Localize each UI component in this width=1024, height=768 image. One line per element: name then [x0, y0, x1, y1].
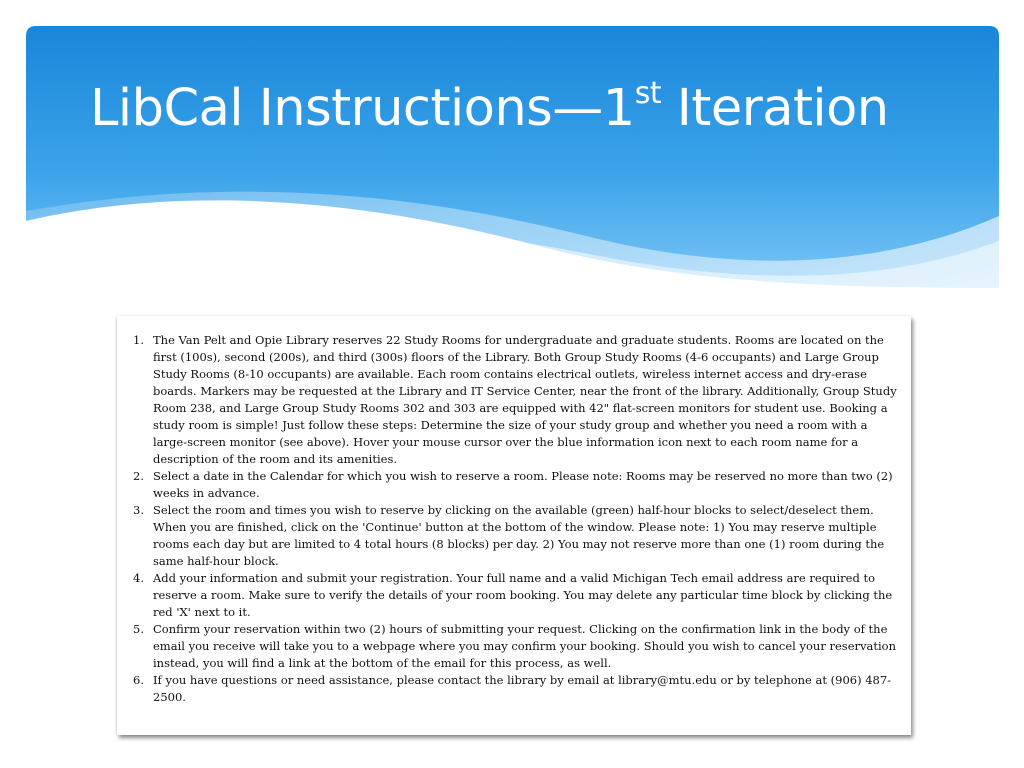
slide-title-superscript: st — [634, 76, 662, 111]
instruction-step-6: If you have questions or need assistance, please contact the library by email at library@mtu.edu or by telephone at (906) 487-2500. — [153, 673, 892, 704]
slide-title — [90, 74, 889, 144]
instructions-document — [117, 316, 911, 735]
slide-title-tail: Iteration — [661, 79, 889, 138]
instruction-step-3: Select the room and times you wish to reserve by clicking on the available (green) half-hour blocks to select/deselect them. When you are finished, click on the 'Continue' button at the bottom of the window. Please note: 1) You may reserve multiple rooms each day but are limited to 4 total hours (8 blocks) per day. 2) You may not reserve more than one (1) room during the same half-hour block. — [153, 503, 885, 568]
slide-title-main: LibCal Instructions—1 — [90, 79, 635, 138]
instruction-step-4: Add your information and submit your registration. Your full name and a valid Michigan Tech email address are required to reserve a room. Make sure to verify the details of your room booking. You may delete any particular time block by clicking the red 'X' next to it. — [153, 571, 893, 619]
instruction-steps-list — [153, 332, 901, 706]
instruction-step-5: Confirm your reservation within two (2) hours of submitting your request. Clicking on the confirmation link in the body of the email you receive will take you to a webpage where you may confirm your booking. Should you wish to cancel your reservation instead, you will find a link at the bottom of the email for this process, as well. — [153, 622, 896, 670]
instruction-step-1: The Van Pelt and Opie Library reserves 22 Study Rooms for undergraduate and graduate students. Rooms are located on the first (100s), second (200s), and third (300s) floors of the Library. Both Group Study Rooms (4-6 occupants) and Large Group Study Rooms (8-10 occupants) are available. Each room contains electrical outlets, wireless internet access and dry-erase boards. Markers may be requested at the Library and IT Service Center, near the front of the library. Additionally, Group Study Room 238, and Large Group Study Rooms 302 and 303 are equipped with 42" flat-screen monitors for student use. Booking a study room is simple! Just follow these steps: Determine the size of your study group and whether you need a room with a large-screen monitor (see above). Hover your mouse cursor over the blue information icon next to each room name for a description of the room and its amenities. — [153, 333, 897, 466]
slide-header-banner — [26, 26, 999, 288]
instruction-step-2: Select a date in the Calendar for which you wish to reserve a room. Please note: Rooms may be reserved no more than two (2) weeks in advance. — [153, 469, 893, 500]
wave-background — [26, 26, 999, 288]
